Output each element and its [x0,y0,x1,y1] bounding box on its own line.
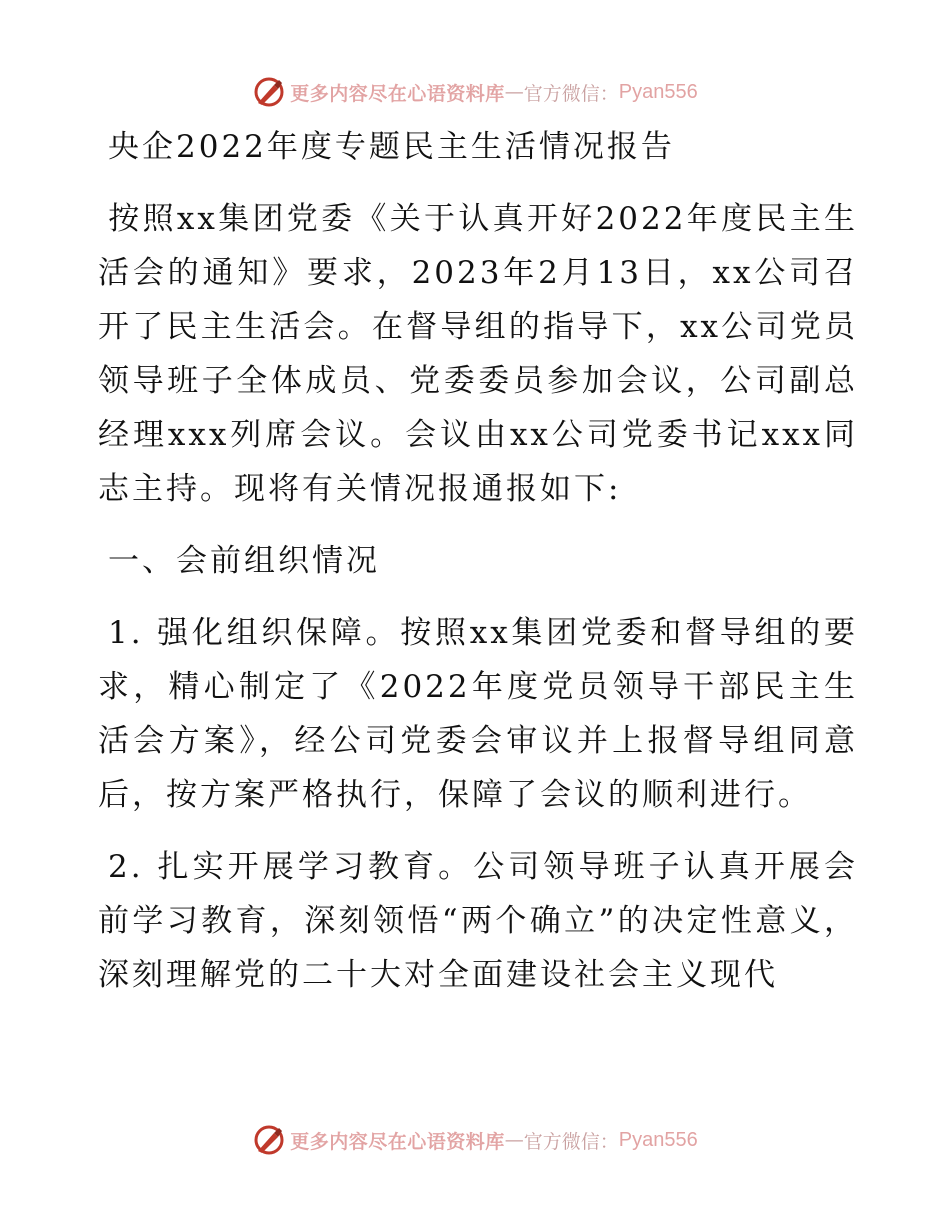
section-heading: 一、会前组织情况 [108,543,380,579]
watermark-wechat-label: 官方微信： [523,1130,619,1153]
watermark-dash: — [504,1129,524,1151]
watermark-wechat-label: 官方微信： [523,82,619,105]
watermark-footer [0,1120,950,1160]
watermark-wechat-id: Pyan556 [618,1128,698,1151]
watermark-wechat-id: Pyan556 [618,80,698,103]
paragraph-item-2: 2. 扎实开展学习教育。公司领导班子认真开展会前学习教育，深刻领悟“两个确立”的决定性意义，深刻理解党的二十大对全面建设社会主义现代 [98,849,858,993]
watermark-header [0,72,950,112]
watermark-dash: — [504,81,524,103]
pen-logo-icon [252,75,286,109]
paragraph-intro: 按照xx集团党委《关于认真开好2022年度民主生活会的通知》要求，2023年2月13日，xx公司召开了民主生活会。在督导组的指导下，xx公司党员领导班子全体成员、党委委员参加会议，公司副总经理xxx列席会议。会议由xx公司党委书记xxx同志主持。现将有关情况报通报如下: [98,201,858,507]
paragraph-item-1: 1. 强化组织保障。按照xx集团党委和督导组的要求，精心制定了《2022年度党员领导干部民主生活会方案》，经公司党委会审议并上报督导组同意后，按方案严格执行，保障了会议的顺利进行。 [98,615,858,813]
document-body [98,120,858,1020]
watermark-text: 更多内容尽在心语资料库 [290,82,505,105]
watermark-text: 更多内容尽在心语资料库 [290,1130,505,1153]
pen-logo-icon [252,1123,286,1157]
document-title: 央企2022年度专题民主生活情况报告 [108,129,675,165]
